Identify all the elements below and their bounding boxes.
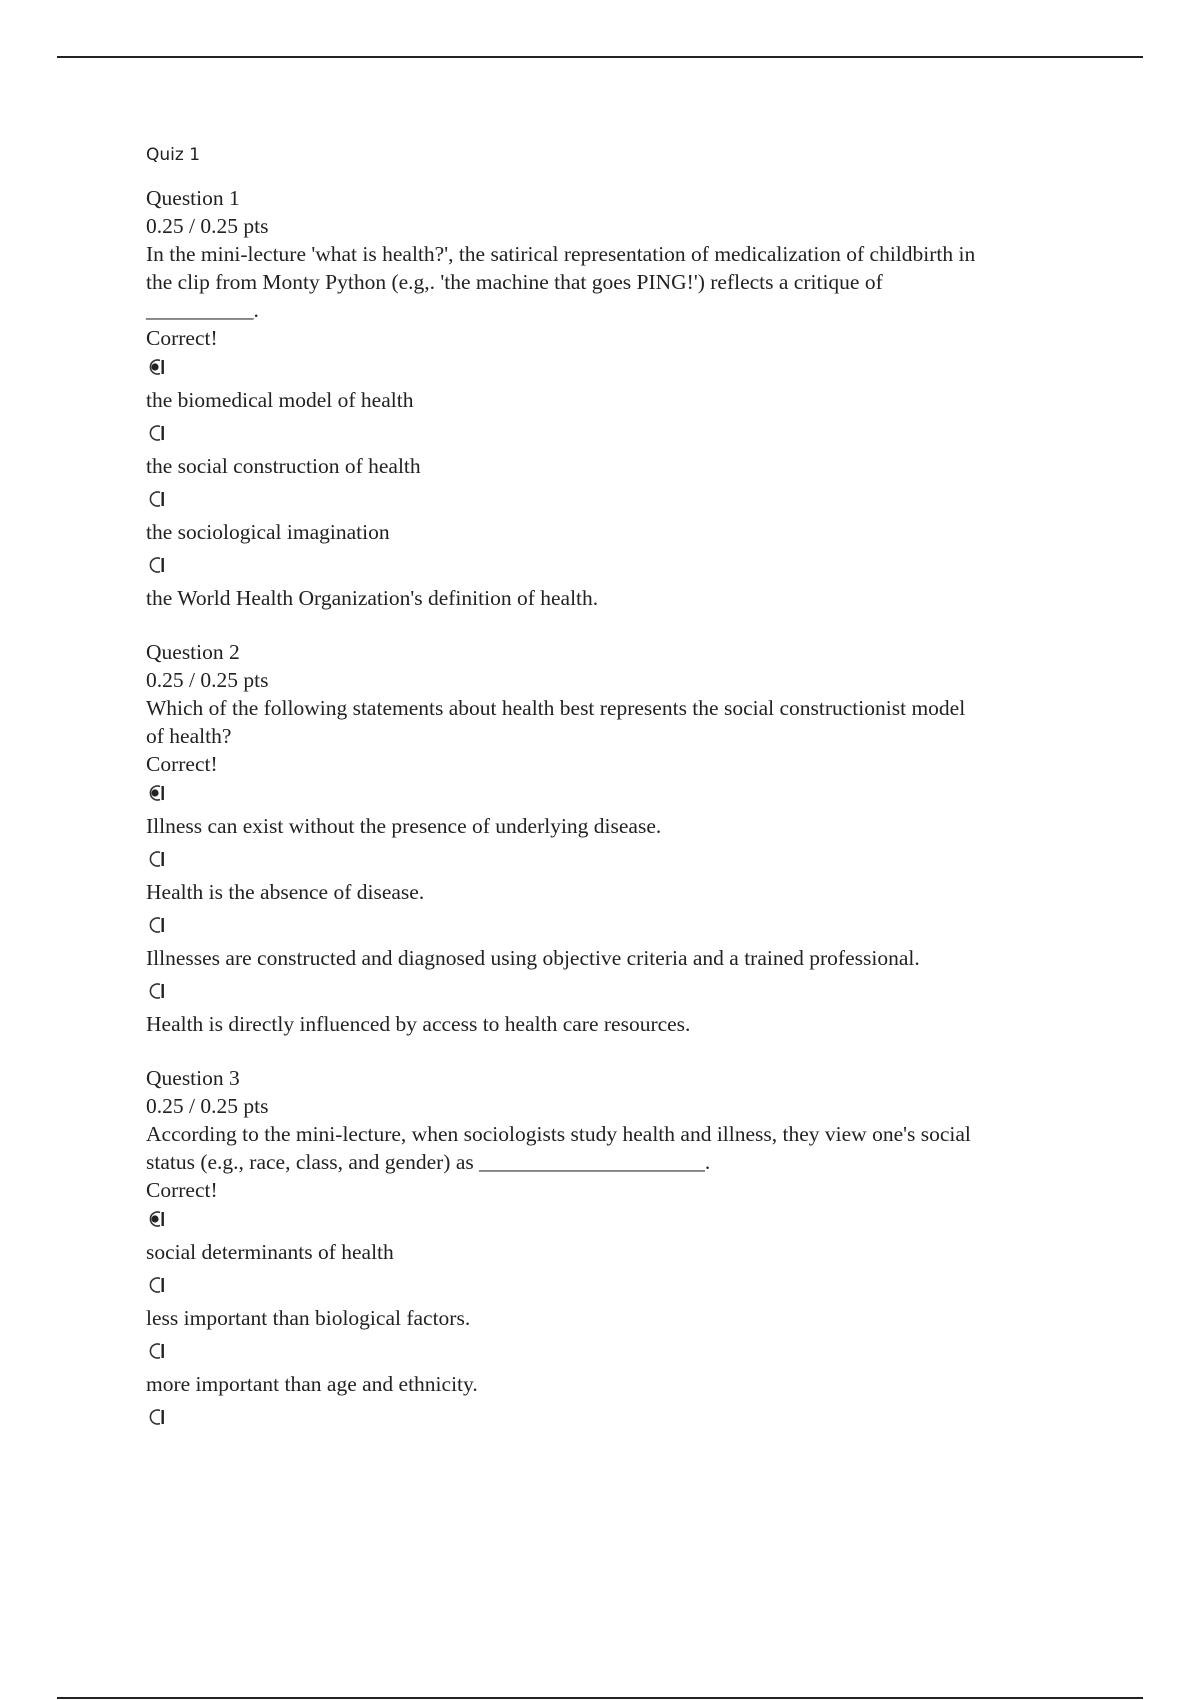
- question-text-line: __________.: [146, 298, 259, 322]
- correct-label: Correct!: [146, 326, 218, 350]
- option-label: Illness can exist without the presence of underlying disease.: [146, 814, 662, 838]
- option-label: the biomedical model of health: [146, 388, 414, 412]
- question-2: [146, 638, 1086, 1038]
- question-3: [146, 1064, 1086, 1432]
- option-label: less important than biological factors.: [146, 1306, 471, 1330]
- option-label: the sociological imagination: [146, 520, 390, 544]
- radio-option-d[interactable]: [146, 1402, 1086, 1432]
- radio-unchecked-icon: [146, 423, 166, 443]
- correct-label: Correct!: [146, 752, 218, 776]
- question-label: Question 3: [146, 1066, 240, 1090]
- option-label: Health is directly influenced by access to health care resources.: [146, 1012, 691, 1036]
- option-label: the social construction of health: [146, 454, 421, 478]
- question-score: 0.25 / 0.25 pts: [146, 668, 269, 692]
- radio-checked-icon: [146, 1209, 166, 1229]
- option-label: Health is the absence of disease.: [146, 880, 425, 904]
- question-text-line: status (e.g., race, class, and gender) as _____________________.: [146, 1150, 711, 1174]
- option-label: social determinants of health: [146, 1240, 394, 1264]
- header-rule: [57, 56, 1143, 58]
- question-1: [146, 184, 1086, 612]
- question-score: 0.25 / 0.25 pts: [146, 1094, 269, 1118]
- radio-checked-icon: [146, 357, 166, 377]
- radio-option-d[interactable]: [146, 976, 1086, 1006]
- radio-unchecked-icon: [146, 1275, 166, 1295]
- question-text-line: Which of the following statements about health best represents the social constructionist model: [146, 696, 966, 720]
- footer-rule: [57, 1697, 1143, 1699]
- correct-label: Correct!: [146, 1178, 218, 1202]
- option-label: more important than age and ethnicity.: [146, 1372, 478, 1396]
- radio-unchecked-icon: [146, 555, 166, 575]
- radio-option-a[interactable]: [146, 352, 1086, 382]
- question-label: Question 2: [146, 640, 240, 664]
- radio-option-d[interactable]: [146, 550, 1086, 580]
- radio-unchecked-icon: [146, 1341, 166, 1361]
- option-label: the World Health Organization's definition of health.: [146, 586, 599, 610]
- question-score: 0.25 / 0.25 pts: [146, 214, 269, 238]
- quiz-page: [146, 144, 1086, 1458]
- question-text-line: In the mini-lecture 'what is health?', the satirical representation of medicalization of childbirth in: [146, 242, 976, 266]
- radio-option-b[interactable]: [146, 844, 1086, 874]
- radio-unchecked-icon: [146, 489, 166, 509]
- radio-unchecked-icon: [146, 1407, 166, 1427]
- radio-option-b[interactable]: [146, 418, 1086, 448]
- quiz-title: Quiz 1: [146, 145, 201, 165]
- radio-unchecked-icon: [146, 849, 166, 869]
- radio-option-b[interactable]: [146, 1270, 1086, 1300]
- radio-option-c[interactable]: [146, 910, 1086, 940]
- question-label: Question 1: [146, 186, 240, 210]
- radio-checked-icon: [146, 783, 166, 803]
- option-label: Illnesses are constructed and diagnosed using objective criteria and a trained professional.: [146, 946, 920, 970]
- radio-option-c[interactable]: [146, 1336, 1086, 1366]
- question-text-line: According to the mini-lecture, when sociologists study health and illness, they view one's social: [146, 1122, 971, 1146]
- radio-option-a[interactable]: [146, 1204, 1086, 1234]
- radio-option-a[interactable]: [146, 778, 1086, 808]
- question-text-line: of health?: [146, 724, 232, 748]
- radio-unchecked-icon: [146, 915, 166, 935]
- radio-option-c[interactable]: [146, 484, 1086, 514]
- radio-unchecked-icon: [146, 981, 166, 1001]
- question-text-line: the clip from Monty Python (e.g,. 'the machine that goes PING!') reflects a critique of: [146, 270, 883, 294]
